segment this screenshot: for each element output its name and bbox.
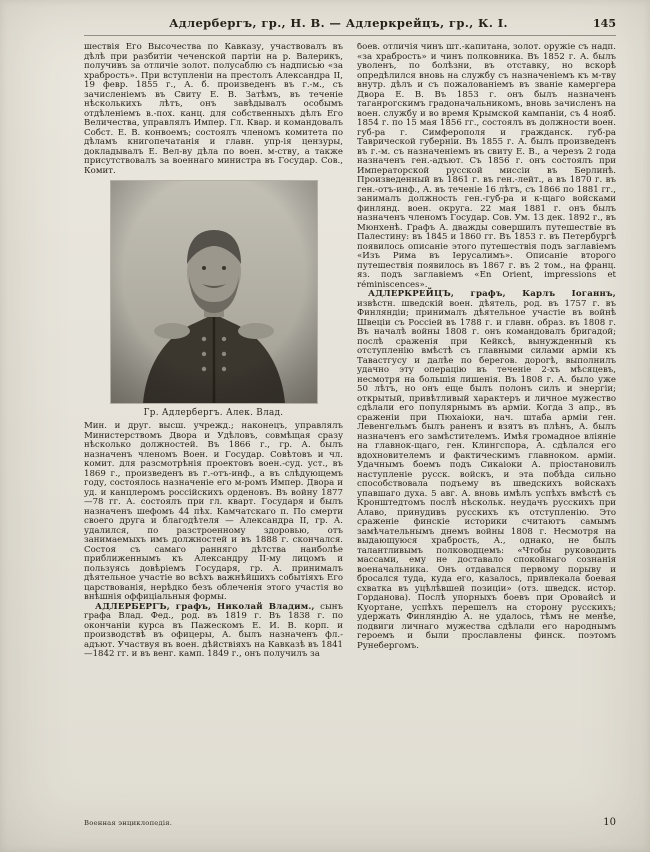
entry-heading: АДЛЕРБЕРГЪ, графъ, Николай Владим., (95, 601, 315, 612)
left-column (84, 43, 343, 813)
portrait-figure (86, 181, 341, 418)
imprint-label: Военная энциклопедія. (84, 819, 173, 827)
page-header (84, 16, 616, 30)
portrait-photo (111, 181, 317, 403)
paragraph-continuation: шествія Его Высочества по Кавказу, участвовалъ въ дѣлѣ при разбитіи чеченской партіи на р. Валерикъ, получивъ за отличіе золот. полусаблю съ надписью «за храбрость». При вступленіи на престолъ Александра II, 19 февр. 1855 г., А. б. произведенъ въ г.-м., съ зачисленіемъ въ Свиту Е. В. Затѣмъ, въ теченіе нѣсколькихъ лѣтъ, онъ завѣдывалъ особымъ отдѣленіемъ в.-пох. канц. для собственныхъ дѣлъ Его Величества, управлялъ Импер. Гл. Квар. и командовалъ Собст. Е. В. конвоемъ; состоялъ членомъ комитета по дѣламъ книгопечатанія и главн. упр-ія цензуры, докладывалъ Е. Вел-ву дѣла по воен. м-ству, а также присутствовалъ за военнаго министра въ Государ. Сов., Комит. (84, 43, 343, 176)
entry-heading: АДЛЕРКРЕЙЦЪ, графъ, Карлъ Іоганнъ, (368, 289, 616, 299)
entry-body: извѣстн. шведскій воен. дѣятель, род. въ 1757 г. въ Финляндіи; принималъ дѣятельное участіе въ войнѣ Швеціи съ Россіей въ 1788 г. и главн. образ. въ 1808 г. Въ началѣ войны 1808 г. онъ командовалъ бригадой; послѣ сраженія при Кейксѣ, вынужденный къ отступленію вмѣстѣ съ главными силами арміи къ Тавастгусу и далѣе по берегов. дорогѣ, выполнилъ удачно эту операцію въ теченіе 2-хъ мѣсяцевъ, несмотря на большія лишенія. Въ 1808 г. А. было уже 50 лѣтъ, но онъ еще былъ полонъ силъ и энергіи; открытый, привѣтливый характеръ и личное мужество сдѣлали его популярнымъ въ арміи. Когда 3 апр., въ сраженіи при Пюхаіоки, нач. штаба арміи ген. Левенгельмъ былъ раненъ и взятъ въ плѣнъ, А. былъ назначенъ его замѣстителемъ. Имѣя громадное вліяніе на главнок-щаго, ген. Клингспора, А. сдѣлался его вдохновителемъ и фактическимъ главноком. арміи. Удачнымъ боемъ подъ Сикаіоки А. пріостановилъ наступленіе русск. войскъ, и эта побѣда сильно способствовала подъему въ шведскихъ войскахъ упавшаго духа. 5 авг. А. вновь имѣлъ успѣхъ вмѣстѣ съ Кронштедтомъ послѣ нѣскольк. неудачъ русскихъ при Алаво, принудивъ русскихъ къ отступленію. Это сраженіе финскіе историки считаютъ самымъ замѣчательнымъ днемъ войны 1808 г. Несмотря на выдающуюся храбрость, А., однако, не былъ талантливымъ полководцемъ: «Чтобы руководить массами, ему не доставало спокойнаго сознанія военачальника. Онъ отдавался первому порыву и бросался туда, куда его, казалось, привлекала боевая схватка въ уцѣлѣвшей позиціи» (отз. шведск. истор. Горданова). Послѣ упорныхъ боевъ при Оровайсѣ и Куортане, успѣхъ перешелъ на сторону русскихъ; удержать Финляндію А. не удалось, тѣмъ не менѣе, подвиги личнаго мужества сдѣлали его народнымъ героемъ и были прославлены финск. поэтомъ Рунебергомъ. (357, 298, 616, 651)
right-column (357, 43, 616, 813)
signature-number: 10 (603, 817, 616, 828)
portrait-illustration (111, 181, 317, 403)
entry-adlerkreutz (357, 290, 616, 651)
text-columns (84, 43, 616, 813)
entry-adlerberg-nikolai (84, 603, 343, 660)
page-footer (84, 817, 616, 828)
page-number: 145 (593, 17, 616, 30)
paragraph-continuation: боев. отличія чинъ шт.-капитана, золот. оружіе съ надп. «за храбрость» и чинъ полковника. Въ 1852 г. А. былъ уволенъ, по болѣзни, въ отставку, но вскорѣ опредѣлился вновь на службу съ назначеніемъ къ м-тву внутр. дѣлъ и съ пожалованіемъ въ званіе камергера Двора Е. В. Въ 1853 г. онъ былъ назначенъ таганрогскимъ градоначальникомъ, вновь зачисленъ на воен. службу и во время Крымской кампаніи, съ 4 нояб. 1854 г. по 15 мая 1856 гг., состоялъ въ должности воен. губ-ра г. Симферополя и гражданск. губ-ра Таврической губерніи. Въ 1855 г. А. былъ произведенъ въ г.-м. съ назначеніемъ въ свиту Е. В., а черезъ 2 года назначенъ ген.-адъют. Съ 1856 г. онъ состоялъ при Императорской русской миссіи въ Берлинѣ. Произведенный въ 1861 г. въ ген.-лейт., а въ 1870 г. въ ген.-отъ-инф., А. въ теченіе 16 лѣтъ, съ 1866 по 1881 гг., занималъ должность ген.-губ-ра и к-щаго войсками финлянд. воен. округа. 22 мая 1881 г. онъ былъ назначенъ членомъ Государ. Сов. Ум. 13 дек. 1892 г., въ Мюнхенѣ. Графъ А. дважды совершилъ путешествіе въ Палестину: въ 1845 и 1860 гг. Въ 1853 г. въ Петербургѣ появилось описаніе этого путешествія подъ заглавіемъ «Изъ Рима въ Іерусалимъ». Описаніе второго путешествія появилось въ 1867 г. въ 2 том., на франц. яз. подъ заглавіемъ «En Orient, impressions et réminiscences». (357, 43, 616, 290)
header-rule (84, 35, 616, 36)
paragraph-after-photo: Мин. и друг. высш. учрежд.; наконецъ, управлялъ Министерствомъ Двора и Удѣловъ, совмѣщая сразу нѣсколько должностей. Въ 1866 г., гр. А. былъ назначенъ членомъ Воен. и Государ. Совѣтовъ и чл. комит. для разсмотрѣнія проектовъ воен.-суд. уст., въ 1869 г., произведенъ въ г.-отъ-инф., а въ слѣдующемъ году, состоялось назначеніе его м-ромъ Импер. Двора и уд. и канцлеромъ россійскихъ орденовъ. Въ войну 1877—78 гг. А. состоялъ при гл. кварт. Государя и былъ назначенъ шефомъ 44 пѣх. Камчатскаго п. По смерти своего друга и благодѣтеля — Александра II, гр. А. удалился, по разстроенному здоровью, отъ занимаемыхъ имъ должностей и въ 1888 г. скончался. Состоя съ самаго ранняго дѣтства наиболѣе приближеннымъ къ Александру II-му лицомъ и пользуясь довѣріемъ Государя, гр. А. принималъ дѣятельное участіе во всѣхъ важнѣйшихъ событіяхъ Его царствованія, нерѣдко безъ облеченія этого участія во внѣшнія оффиціальныя формы. (84, 421, 343, 602)
photo-caption: Гр. Адлербергъ. Алек. Влад. (143, 408, 284, 418)
entry-body: сынъ графа Влад. Фед., род. въ 1819 г. Въ 1838 г. по окончаніи курса въ Пажескомъ Е. И. В. корп. и производствѣ въ офицеры, А. былъ назначенъ фл.-адъют. Участвуя въ воен. дѣйствіяхъ на Кавказѣ въ 1841—1842 гг. и въ венг. камп. 1849 г., онъ получилъ за (84, 601, 343, 659)
running-title: Адлербергъ, гр., Н. В. — Адлеркрейцъ, гр., К. I. (169, 16, 508, 30)
